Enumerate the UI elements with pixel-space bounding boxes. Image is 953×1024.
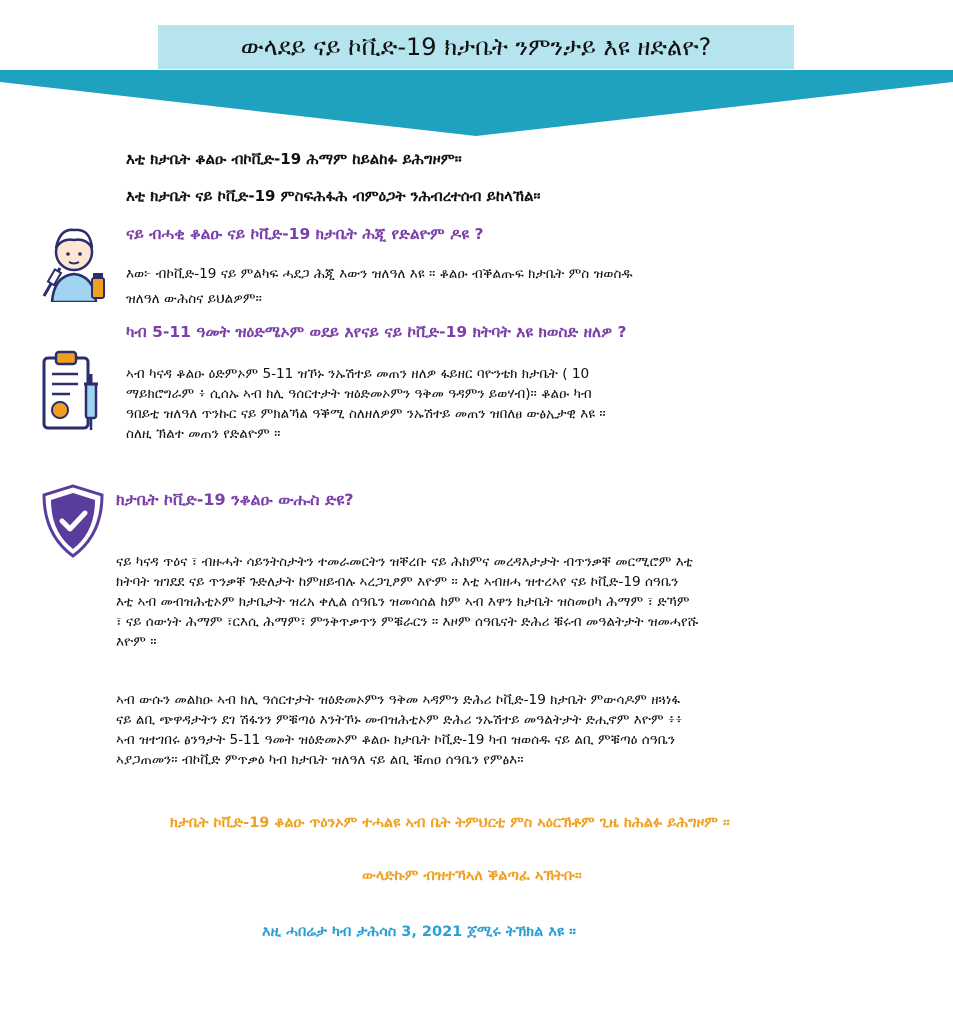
section3-p2-line: ኣብ ዝተገበሩ ፅንዓታት 5-11 ዓመት ዝዕድመኦም ቆልዑ ክታቤት ኮቪድ-19 ካብ ዝወሰዱ ናይ ልቢ ምቑጣዕ ሰዓቤን [116, 732, 676, 748]
section3-p1-line: ናይ ካናዳ ጥዕና ፣ ብዙሓት ሳይንትስታትን ተመራመርትን ዝቐረቡ ናይ ሕክምና መረዳእታታት ብጥንቃቐ መርሚሮም እቲ [116, 554, 693, 570]
section2-line: ስለዚ ኽልተ መጠን የድልዮም ። [126, 426, 281, 442]
header-banner [0, 0, 953, 140]
section2-line: ማይክሮግራም ፥ ሲሰኡ ኣብ ክሊ ዓሰርተታት ዝዕድመኦምን ዓቅመ ዓዳምን ይወሃብ)። ቆልዑ ካብ [126, 386, 592, 402]
section3-paragraph-2 [116, 690, 828, 770]
section3-heading: ክታቤት ኮቪድ-19 ንቆልዑ ውሑስ ድዩ? [116, 490, 354, 509]
section3-p1-line: እዮም ። [116, 634, 157, 650]
section2-line: ዓበይቲ ዝለዓለ ጥንኩር ናይ ምክልኻል ዓቕሚ ስለዘለዎም ንኡሽተይ መጠን ዝበለፀ ውፅኢታዊ እዩ ። [126, 406, 606, 422]
page-title-text: ውላደይ ናይ ኮቪድ-19 ክታቤት ንምንታይ እዩ ዘድልዮ? [240, 33, 712, 61]
section1-question: ናይ ብሓቂ ቆልዑ ናይ ኮቪድ-19 ክታቤት ሕጂ የድልዮም ዶዩ ? [126, 225, 484, 243]
section2-question: ካብ 5-11 ዓመት ዝዕድሜኦም ወደይ እየናይ ናይ ኮቪድ-19 ክትባት እዩ ክወስድ ዘለዎ ? [126, 323, 627, 341]
section2-answer [126, 364, 816, 444]
section1-answer [126, 264, 816, 309]
child-vaccine-icon [38, 218, 108, 302]
footer-blue-line: እዚ ሓበሬታ ካብ ታሕሳስ 3, 2021 ጀሚሩ ትኽክል እዩ ። [262, 924, 576, 940]
section3-p1-line: ክትባት ዝገደደ ናይ ጥንቃቐ ጉድለታት ከምዘይብሉ ኣረጋጊፆም እዮም ። እቲ ኣብዘሓ ዝተረኣየ ናይ ኮቪድ-19 ሰዓቤን [116, 574, 679, 590]
intro-line-1: እቲ ክታቤት ቆልዑ ብኮቪድ-19 ሕማም ከይልከፉ ይሕግዞም። [126, 150, 462, 168]
section3-p2-line: ኣብ ውሱን መልክዑ ኣብ ክሊ ዓሰርተታት ዝዕድመኦምን ዓቅመ ኣዳምን ድሕሪ ኮቪድ-19 ክታቤት ምውሳዶም ዘጓነፋ [116, 692, 681, 708]
page-title [158, 25, 794, 69]
section1-line: እወ፦ ብኮቪድ-19 ናይ ምልካፍ ሓደጋ ሕጂ እውን ዝለዓለ እዩ ። ቆልዑ ብቕልጡፍ ክታቤት ምስ ዝወስዱ [126, 266, 633, 282]
footer-orange-line-1: ክታቤት ኮቪድ-19 ቆልዑ ጥዕንኦም ተሓልዩ ኣብ ቤት ትምህርቲ ምስ ኣዕርኽቶም ጊዜ ከሕልፉ ይሕግዞም ። [170, 815, 730, 831]
section3-paragraph-1 [116, 552, 828, 652]
shield-check-icon [40, 483, 106, 559]
footer-orange-line-2: ውላድኩም ብዝተኻኣለ ቕልጣፈ ኣኽትቡ። [362, 868, 582, 884]
section1-line: ዝለዓለ ውሕስና ይህልዎም። [126, 291, 262, 307]
intro-line-2: እቲ ክታቤት ናይ ኮቪድ-19 ምስፍሕፋሕ ብምዕጋት ንሕብረተሰብ ይከላኸል። [126, 187, 541, 205]
section3-p1-line: እቲ ኣብ መብዝሕቲኦም ክታቤታት ዝረአ ቀሊል ሰዓቤን ዝመሳሰል ከም ኣብ እዋን ክታቤት ዝስመዐካ ሕማም ፣ ድኻም [116, 594, 690, 610]
section2-line: ኣብ ካናዳ ቆልዑ ዕድምኦም 5-11 ዝኾኑ ንኡሽተይ መጠን ዘለዎ ፋይዘር ባዮንቴክ ክታቤት ( 10 [126, 366, 590, 382]
section3-p2-line: ኣያጋጠመን። ብኮቪድ ምጥቃዕ ካብ ክታቤት ዝለዓለ ናይ ልቢ ቑጠዐ ሰዓቤን የምፅእ። [116, 752, 524, 768]
section3-p2-line: ናይ ልቢ ጭዋዳታትን ደገ ሽፋንን ምቑጣዕ እንትኾኑ መብዝሕቲኦም ድሕሪ ንኡሽተይ መዓልትታት ድሒኖም እዮም ፥፥ [116, 712, 683, 728]
section3-p1-line: ፣ ናይ ሰውነት ሕማም ፣ርእሲ ሕማም፣ ምንቅጥቃጥን ምቑራርን ። እዞም ሰዓቤናት ድሕሪ ቑሩብ መዓልትታት ዝመሓየሹ [116, 614, 699, 630]
clipboard-vaccine-icon [38, 348, 108, 434]
